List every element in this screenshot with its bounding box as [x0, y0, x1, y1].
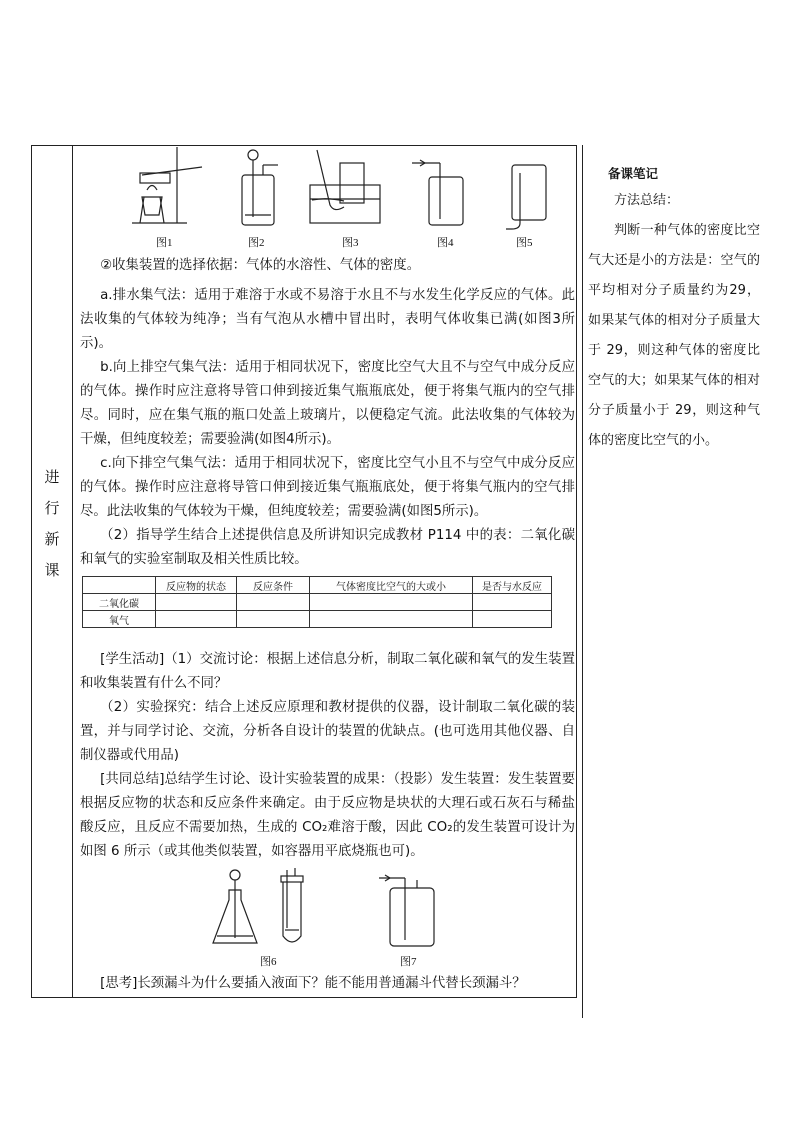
section-label-char: 进 [44, 468, 60, 486]
notes-heading: 方法总结： [614, 193, 680, 208]
table-header-cell [83, 577, 156, 594]
section-label-char: 新 [44, 530, 60, 548]
table-header-cell: 是否与水反应 [473, 577, 552, 594]
figure-caption: 图1 [156, 237, 173, 249]
figure-5-downward-air-collection [506, 165, 546, 229]
lesson-notes [588, 164, 760, 456]
figure-2-generator-bottle [242, 150, 278, 225]
paragraph-collection-basis: ②收集装置的选择依据：气体的水溶性、气体的密度。 [100, 258, 421, 273]
table-row [83, 594, 552, 611]
notes-body: 判断一种气体的密度比空气大还是小的方法是：空气的平均相对分子质量约为29，如果某气体的相对分子质量大于 29，则这种气体的密度比空气的大；如果某气体的相对分子质量小于 29，则这种气体的密度比空气的小。 [588, 223, 760, 448]
figure-4-upward-air-collection [412, 160, 463, 225]
apparatus-figures-bottom [205, 868, 465, 950]
figure-3-water-collection [310, 150, 380, 223]
table-header-row [83, 577, 552, 594]
table-row [83, 611, 552, 628]
notes-title: 备课笔记 [608, 166, 659, 181]
figure-7-gas-bottle [379, 875, 434, 946]
figure-caption: 图6 [260, 956, 277, 968]
section-label-char: 行 [44, 499, 60, 517]
figure-6-test-tube [281, 868, 303, 942]
paragraph-water-collection: a.排水集气法：适用于难溶于水或不易溶于水且不与水发生化学反应的气体。此法收集的气体较为纯净；当有气泡从水槽中冒出时，表明气体收集已满(如图3所示)。 [80, 288, 575, 351]
paragraph-think: [思考]长颈漏斗为什么要插入液面下？能不能用普通漏斗代替长颈漏斗？ [100, 976, 526, 991]
main-content-lower [80, 648, 575, 864]
section-label [34, 462, 70, 586]
paragraph-downward-air: c.向下排空气集气法：适用于相同状况下，密度比空气小且不与空气中成分反应的气体。操作时应注意将导管口伸到接近集气瓶瓶底处，便于将集气瓶内的空气排尽。此法收集的气体较为干燥，但纯度较差；需要验满(如图5所示)。 [80, 456, 575, 519]
table-cell: 二氧化碳 [83, 594, 156, 611]
paragraph-table-task: （2）指导学生结合上述提供信息及所讲知识完成教材 P114 中的表：二氧化碳和氧气的实验室制取及相关性质比较。 [80, 528, 575, 567]
main-content-think [80, 972, 575, 996]
figure-caption: 图4 [437, 237, 454, 249]
table-header-cell: 反应物的状态 [156, 577, 237, 594]
table-cell [473, 611, 552, 628]
apparatus-figures-top [82, 145, 572, 235]
figure-caption: 图5 [516, 237, 533, 249]
figure-6-conical-flask [213, 870, 257, 943]
table-cell [156, 611, 237, 628]
figure-caption: 图2 [248, 237, 265, 249]
table-cell [310, 594, 473, 611]
table-cell: 氧气 [83, 611, 156, 628]
paragraph-summary: [共同总结]总结学生讨论、设计实验装置的成果：（投影）发生装置：发生装置要根据反应物的状态和反应条件来确定。由于反应物是块状的大理石或石灰石与稀盐酸反应，且反应不需要加热，生成的 CO₂难溶于酸，因此 CO₂的发生装置可设计为如图 6 所示（或其他类似装置，如容器用平底烧瓶也可)。 [80, 772, 575, 859]
paragraph-experiment: （2）实验探究：结合上述反应原理和教材提供的仪器，设计制取二氧化碳的装置，并与同学讨论、交流，分析各自设计的装置的优缺点。(也可选用其他仪器、自制仪器或代用品) [80, 700, 575, 763]
paragraph-upward-air: b.向上排空气集气法：适用于相同状况下，密度比空气大且不与空气中成分反应的气体。操作时应注意将导管口伸到接近集气瓶瓶底处，便于将集气瓶内的空气排尽。同时，应在集气瓶的瓶口处盖上玻璃片，以便稳定气流。此法收集的气体较为干燥，但纯度较差；需要验满(如图4所示)。 [80, 360, 575, 447]
section-label-char: 课 [44, 561, 60, 579]
notes-divider [582, 145, 583, 1018]
paragraph-student-activity: [学生活动]（1）交流讨论：根据上述信息分析，制取二氧化碳和氧气的发生装置和收集装置有什么不同？ [80, 652, 575, 691]
figure-1-heating-apparatus [132, 147, 202, 223]
comparison-table [82, 576, 552, 628]
table-cell [473, 594, 552, 611]
table-cell [237, 611, 310, 628]
figure-caption: 图3 [342, 237, 359, 249]
table-header-cell: 气体密度比空气的大或小 [310, 577, 473, 594]
table-header-cell: 反应条件 [237, 577, 310, 594]
column-divider [72, 145, 73, 998]
main-content [80, 254, 575, 572]
table-cell [237, 594, 310, 611]
table-cell [156, 594, 237, 611]
figure-caption: 图7 [400, 956, 417, 968]
table-cell [310, 611, 473, 628]
